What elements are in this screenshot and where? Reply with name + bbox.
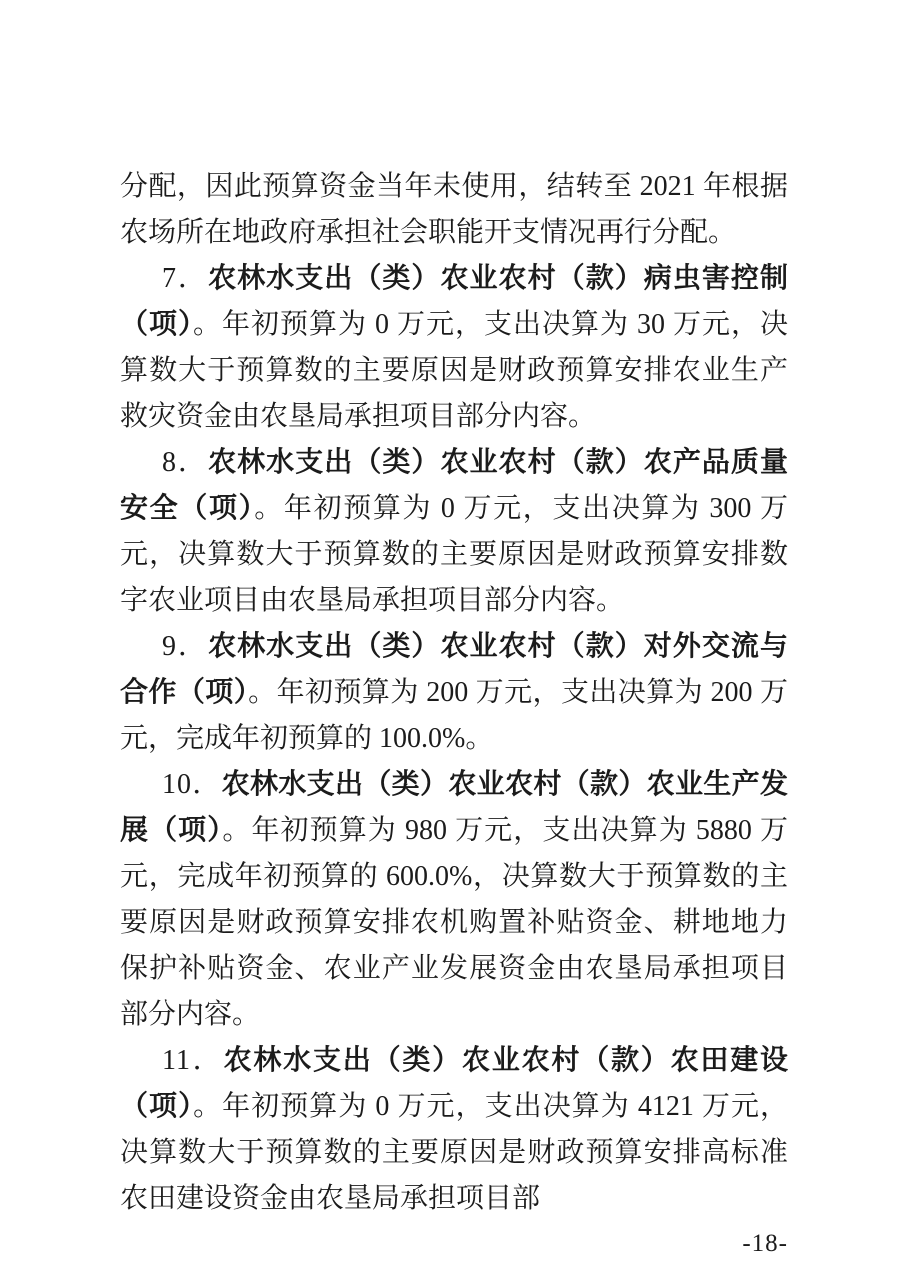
budget-item-paragraph-11 (120, 1038, 788, 1222)
item-body-text: 。年初预算为 0 万元，支出决算为 4121 万元，决算数大于预算数的主要原因是财政预算安排高标准农田建设资金由农垦局承担项目部 (120, 1091, 788, 1214)
item-number: 8． (162, 447, 209, 478)
item-heading: 农林水支出（类）农业农村（款）农业生产发展（项） (120, 769, 788, 846)
item-heading: 农林水支出（类）农业农村（款）对外交流与合作（项） (120, 631, 788, 708)
paragraph-continuation (120, 164, 788, 256)
budget-item-paragraph-8 (120, 440, 788, 624)
item-number: 9． (162, 631, 209, 662)
item-number: 10． (162, 769, 222, 800)
item-body-text: 。年初预算为 0 万元，支出决算为 30 万元，决算数大于预算数的主要原因是财政预算安排农业生产救灾资金由农垦局承担项目部分内容。 (120, 309, 788, 432)
page-body (120, 164, 788, 1260)
budget-item-paragraph-7 (120, 256, 788, 440)
item-body-text: 。年初预算为 980 万元，支出决算为 5880 万元，完成年初预算的 600.0%，决算数大于预算数的主要原因是财政预算安排农机购置补贴资金、耕地地力保护补贴资金、农业产业发展资金由农垦局承担项目部分内容。 (120, 815, 788, 1030)
budget-item-paragraph-9 (120, 624, 788, 762)
item-heading: 农林水支出（类）农业农村（款）农产品质量安全（项） (120, 447, 788, 524)
budget-item-paragraph-10 (120, 762, 788, 1038)
item-number: 7． (162, 263, 209, 294)
item-body-text: 。年初预算为 0 万元，支出决算为 300 万元，决算数大于预算数的主要原因是财政预算安排数字农业项目由农垦局承担项目部分内容。 (120, 493, 788, 616)
page-number: -18- (742, 1230, 788, 1257)
item-heading: 农林水支出（类）农业农村（款）病虫害控制（项） (120, 263, 788, 340)
item-heading: 农林水支出（类）农业农村（款）农田建设（项） (120, 1045, 788, 1122)
item-number: 11． (162, 1045, 224, 1076)
item-body-text: 。年初预算为 200 万元，支出决算为 200 万元，完成年初预算的 100.0%。 (120, 677, 788, 754)
paragraph-body-text: 分配，因此预算资金当年未使用，结转至 2021 年根据农场所在地政府承担社会职能开支情况再行分配。 (120, 171, 788, 248)
